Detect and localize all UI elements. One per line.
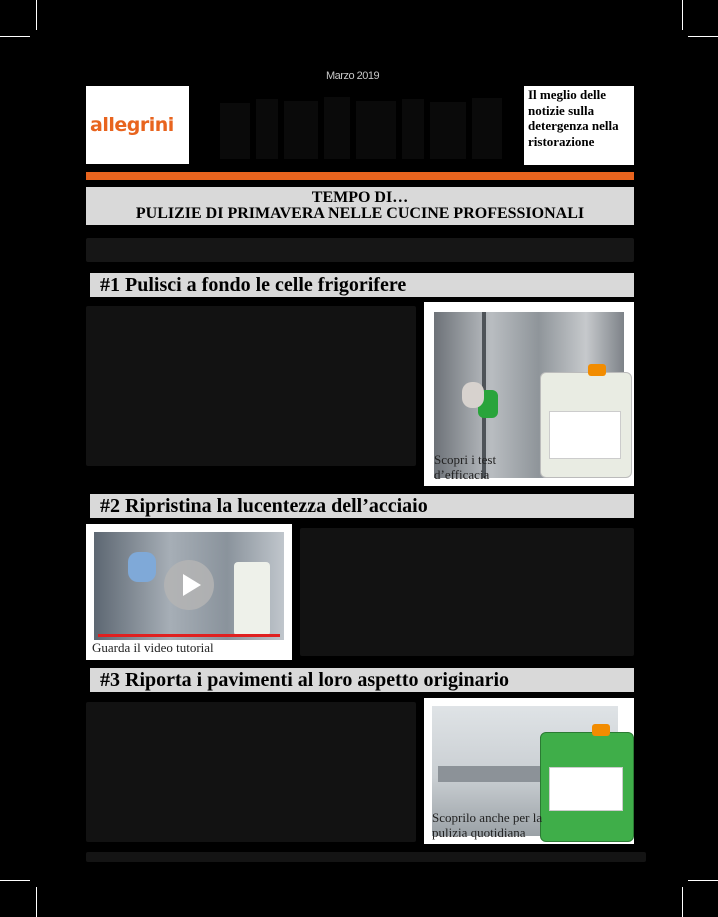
blurred-text [300, 528, 634, 656]
logo-text: allegrini [90, 114, 174, 136]
crop-mark [0, 880, 30, 881]
issue-date: Marzo 2019 [326, 70, 380, 82]
hand-icon [462, 382, 484, 408]
play-button-icon[interactable] [164, 560, 214, 610]
blurred-text [86, 238, 634, 262]
video-thumbnail[interactable] [86, 524, 292, 660]
crop-mark [688, 880, 718, 881]
photo-caption-2: Guarda il video tutorial [92, 640, 214, 655]
product-photo-1[interactable] [424, 302, 634, 486]
spray-bottle [234, 562, 270, 636]
section-heading-1: #1 Pulisci a fondo le celle frigorifere [86, 273, 634, 297]
video-frame [94, 532, 284, 640]
masthead-title [212, 80, 510, 165]
blurred-text [86, 852, 646, 862]
page-title [86, 187, 634, 225]
detergent-jug [540, 372, 632, 478]
blurred-text [86, 702, 416, 842]
accent-bar [86, 172, 634, 180]
title-line-2: PULIZIE DI PRIMAVERA NELLE CUCINE PROFESSIONALI [135, 205, 585, 222]
crop-mark [688, 36, 718, 37]
video-progress-bar[interactable] [98, 634, 280, 637]
title-line-1: TEMPO DI… [311, 189, 409, 206]
crop-mark [36, 887, 37, 917]
crop-mark [0, 36, 30, 37]
brand-logo [86, 86, 189, 164]
photo-caption-1: Scopri i test d’efficacia [434, 452, 497, 482]
photo-caption-3: Scoprilo anche per la pulizia quotidiana [432, 810, 543, 840]
crop-mark [36, 0, 37, 30]
product-photo-3[interactable] [424, 698, 634, 844]
glove-icon [128, 552, 156, 582]
floor-cleaner-jug [540, 732, 634, 842]
section-heading-3: #3 Riporta i pavimenti al loro aspetto originario [86, 668, 634, 692]
blurred-text [86, 306, 416, 466]
intro-box: Il meglio delle notizie sulla detergenza nella ristorazione [524, 86, 634, 165]
crop-mark [682, 887, 683, 917]
crop-mark [682, 0, 683, 30]
section-heading-2: #2 Ripristina la lucentezza dell’acciaio [86, 494, 634, 518]
